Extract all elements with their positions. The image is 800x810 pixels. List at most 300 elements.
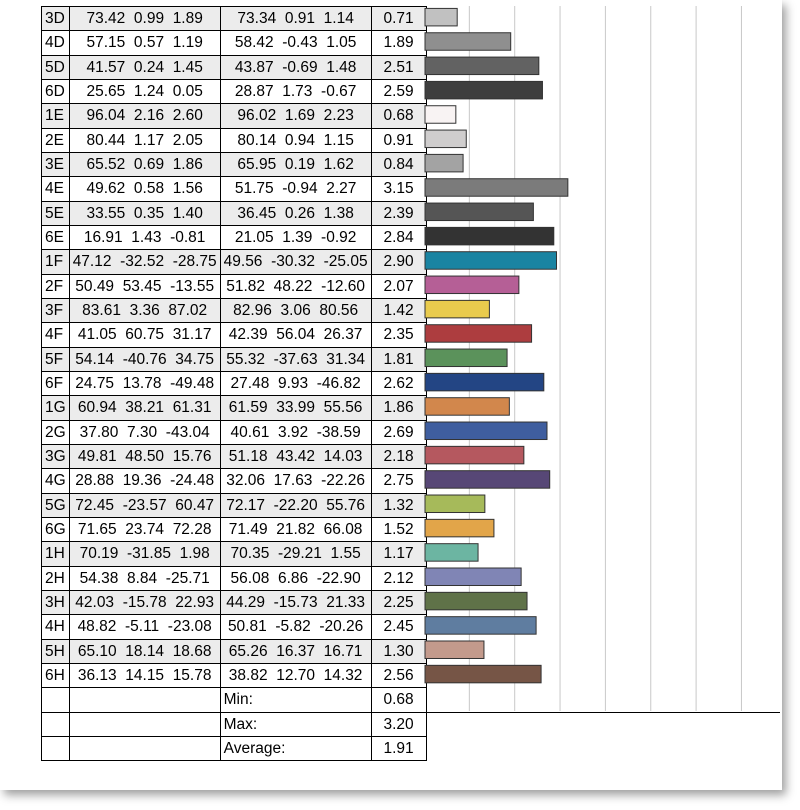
- delta-e-bar-6h: [425, 665, 541, 683]
- delta-e-cell: 2.75: [371, 469, 426, 493]
- delta-e-cell: 0.71: [371, 7, 426, 31]
- ref-a-value: 1.24: [133, 83, 165, 101]
- ref-l-value: 80.44: [86, 131, 126, 149]
- reference-lab-cell: [69, 590, 220, 614]
- delta-e-cell: 0.84: [371, 152, 426, 176]
- table-row: [42, 639, 427, 663]
- delta-e-cell: 2.25: [371, 590, 426, 614]
- measured-lab-cell: [220, 420, 371, 444]
- measured-lab-cell: [220, 7, 371, 31]
- meas-b-value: 21.33: [326, 594, 366, 612]
- measured-lab-cell: [220, 469, 371, 493]
- patch-id-cell: 4E: [42, 177, 70, 201]
- ref-a-value: 0.58: [133, 180, 165, 198]
- meas-a-value: -5.82: [275, 618, 311, 636]
- ref-b-value: 61.31: [172, 399, 212, 417]
- measured-lab-cell: [220, 323, 371, 347]
- table-row: [42, 274, 427, 298]
- ref-b-value: -23.08: [167, 618, 212, 636]
- ref-a-value: 0.24: [133, 58, 165, 76]
- meas-a-value: -15.73: [273, 594, 318, 612]
- reference-lab-cell: [69, 517, 220, 541]
- table-row: [42, 79, 427, 103]
- delta-e-bar-4e: [425, 179, 568, 197]
- measured-lab-cell: [220, 177, 371, 201]
- meas-b-value: 14.03: [323, 448, 363, 466]
- meas-a-value: 0.19: [284, 156, 316, 174]
- meas-a-value: 16.37: [276, 642, 316, 660]
- summary-row: [42, 688, 427, 712]
- meas-a-value: 1.39: [282, 229, 313, 247]
- delta-e-cell: 2.62: [371, 371, 426, 395]
- meas-a-value: 0.94: [284, 131, 316, 149]
- delta-e-cell: 1.86: [371, 396, 426, 420]
- patch-id-cell: 5F: [42, 347, 70, 371]
- table-row: [42, 7, 427, 31]
- ref-b-value: 72.28: [172, 521, 212, 539]
- patch-id-cell: 5H: [42, 639, 70, 663]
- meas-l-value: 65.26: [228, 642, 268, 660]
- reference-lab-cell: [69, 542, 220, 566]
- meas-b-value: 1.14: [323, 10, 354, 28]
- meas-a-value: 3.92: [277, 423, 309, 441]
- ref-a-value: -23.57: [122, 496, 167, 514]
- delta-e-bar-1h: [425, 544, 478, 562]
- delta-e-bar-3f: [425, 300, 489, 318]
- meas-a-value: 48.22: [273, 277, 313, 295]
- meas-a-value: -22.20: [273, 496, 318, 514]
- delta-e-bar-2h: [425, 568, 521, 586]
- reference-lab-cell: [69, 274, 220, 298]
- meas-l-value: 72.17: [226, 496, 266, 514]
- meas-b-value: 1.48: [326, 58, 357, 76]
- reference-lab-cell: [69, 104, 220, 128]
- table-row: [42, 444, 427, 468]
- meas-b-value: 26.37: [323, 326, 363, 344]
- table-row: [42, 104, 427, 128]
- delta-e-bar-4d: [425, 33, 511, 51]
- meas-a-value: -0.43: [282, 34, 318, 52]
- delta-e-cell: 1.30: [371, 639, 426, 663]
- meas-l-value: 44.29: [226, 594, 266, 612]
- delta-e-cell: 1.17: [371, 542, 426, 566]
- delta-e-bar-3g: [425, 446, 524, 464]
- delta-e-cell: 1.89: [371, 31, 426, 55]
- ref-a-value: 18.14: [125, 642, 165, 660]
- delta-e-bar-2e: [425, 130, 466, 148]
- ref-a-value: 0.69: [133, 156, 165, 174]
- meas-a-value: 17.63: [273, 472, 313, 490]
- meas-l-value: 49.56: [223, 253, 263, 271]
- patch-id-cell: 1H: [42, 542, 70, 566]
- ref-l-value: 47.12: [72, 253, 112, 271]
- reference-lab-cell: [69, 177, 220, 201]
- ref-l-value: 25.65: [86, 83, 126, 101]
- measured-lab-cell: [220, 104, 371, 128]
- meas-l-value: 51.75: [234, 180, 274, 198]
- patch-id-cell: 4F: [42, 323, 70, 347]
- patch-id-cell: 4D: [42, 31, 70, 55]
- ref-a-value: 2.16: [133, 107, 165, 125]
- patch-id-cell: 6D: [42, 79, 70, 103]
- table-row: [42, 590, 427, 614]
- meas-l-value: 80.14: [237, 131, 277, 149]
- ref-l-value: 41.57: [86, 58, 126, 76]
- ref-l-value: 65.52: [86, 156, 126, 174]
- measured-lab-cell: [220, 31, 371, 55]
- delta-e-cell: 0.91: [371, 128, 426, 152]
- reference-lab-cell: [69, 31, 220, 55]
- ref-a-value: 13.78: [122, 375, 162, 393]
- meas-a-value: 33.99: [276, 399, 316, 417]
- table-row: [42, 663, 427, 687]
- ref-a-value: 38.21: [125, 399, 165, 417]
- delta-e-bar-3h: [425, 592, 527, 610]
- measured-lab-cell: [220, 79, 371, 103]
- ref-b-value: 34.75: [175, 350, 215, 368]
- delta-e-cell: 2.18: [371, 444, 426, 468]
- meas-b-value: 1.15: [323, 131, 354, 149]
- ref-b-value: 18.68: [172, 642, 212, 660]
- delta-e-bar-1g: [425, 398, 509, 416]
- measured-lab-cell: [220, 493, 371, 517]
- patch-id-cell: 6F: [42, 371, 70, 395]
- summary-value-cell: 1.91: [371, 736, 426, 760]
- meas-l-value: 51.18: [228, 448, 268, 466]
- ref-l-value: 42.03: [75, 594, 115, 612]
- measured-lab-cell: [220, 347, 371, 371]
- reference-lab-cell: [69, 323, 220, 347]
- meas-l-value: 70.35: [230, 545, 270, 563]
- delta-e-cell: 2.07: [371, 274, 426, 298]
- meas-l-value: 51.82: [226, 277, 266, 295]
- ref-a-value: -40.76: [122, 350, 167, 368]
- ref-l-value: 41.05: [77, 326, 117, 344]
- measured-lab-cell: [220, 274, 371, 298]
- patch-id-cell: 3G: [42, 444, 70, 468]
- summary-label-cell: Min:: [220, 688, 371, 712]
- summary-blank-cell: [42, 712, 70, 736]
- ref-l-value: 33.55: [86, 204, 126, 222]
- ref-b-value: 2.60: [172, 107, 203, 125]
- ref-a-value: 7.30: [127, 423, 158, 441]
- ref-a-value: 0.35: [133, 204, 165, 222]
- table-row: [42, 55, 427, 79]
- delta-e-bar-5h: [425, 641, 484, 659]
- measured-lab-cell: [220, 55, 371, 79]
- reference-lab-cell: [69, 225, 220, 249]
- meas-b-value: -25.05: [323, 253, 368, 271]
- meas-b-value: -46.82: [316, 375, 361, 393]
- meas-l-value: 96.02: [237, 107, 277, 125]
- meas-l-value: 71.49: [228, 521, 268, 539]
- patch-id-cell: 3D: [42, 7, 70, 31]
- ref-a-value: 23.74: [125, 521, 165, 539]
- meas-l-value: 56.08: [230, 569, 270, 587]
- ref-a-value: -31.85: [127, 545, 171, 563]
- reference-lab-cell: [69, 55, 220, 79]
- delta-e-bar-6g: [425, 519, 494, 537]
- meas-l-value: 27.48: [230, 375, 270, 393]
- measured-lab-cell: [220, 517, 371, 541]
- summary-blank-cell: [42, 736, 70, 760]
- meas-b-value: -20.26: [319, 618, 364, 636]
- summary-row: [42, 736, 427, 760]
- meas-a-value: 0.26: [284, 204, 316, 222]
- table-row: [42, 128, 427, 152]
- meas-b-value: 14.32: [323, 667, 363, 685]
- table-row: [42, 347, 427, 371]
- delta-e-bar-5g: [425, 495, 485, 513]
- meas-l-value: 50.81: [227, 618, 267, 636]
- reference-lab-cell: [69, 79, 220, 103]
- delta-e-cell: 1.32: [371, 493, 426, 517]
- delta-e-cell: 2.39: [371, 201, 426, 225]
- meas-l-value: 43.87: [234, 58, 274, 76]
- delta-e-bar-chart: [424, 6, 780, 711]
- measured-lab-cell: [220, 542, 371, 566]
- ref-b-value: 87.02: [168, 302, 208, 320]
- meas-b-value: -22.26: [321, 472, 366, 490]
- meas-l-value: 58.42: [234, 34, 274, 52]
- ref-b-value: 1.19: [172, 34, 203, 52]
- ref-b-value: 22.93: [175, 594, 215, 612]
- patch-id-cell: 2E: [42, 128, 70, 152]
- ref-a-value: 60.75: [125, 326, 165, 344]
- delta-e-cell: 2.69: [371, 420, 426, 444]
- ref-b-value: 1.56: [172, 180, 203, 198]
- delta-e-bar-3d: [425, 8, 457, 26]
- ref-a-value: 19.36: [122, 472, 162, 490]
- ref-a-value: 0.57: [133, 34, 165, 52]
- meas-b-value: -22.90: [316, 569, 361, 587]
- ref-b-value: 1.40: [172, 204, 203, 222]
- ref-b-value: 1.89: [172, 10, 203, 28]
- patch-id-cell: 4H: [42, 615, 70, 639]
- delta-e-bar-6d: [425, 81, 542, 99]
- table-row: [42, 152, 427, 176]
- ref-a-value: 1.17: [133, 131, 165, 149]
- delta-e-bar-4f: [425, 325, 532, 343]
- measured-lab-cell: [220, 444, 371, 468]
- summary-label-cell: Max:: [220, 712, 371, 736]
- meas-b-value: -0.67: [321, 83, 357, 101]
- delta-e-cell: 1.52: [371, 517, 426, 541]
- summary-label-cell: Average:: [220, 736, 371, 760]
- patch-id-cell: 6H: [42, 663, 70, 687]
- table-row: [42, 542, 427, 566]
- ref-l-value: 57.15: [86, 34, 126, 52]
- ref-a-value: 0.99: [133, 10, 165, 28]
- color-accuracy-table: [41, 6, 427, 761]
- delta-e-bar-3e: [425, 154, 463, 172]
- measured-lab-cell: [220, 566, 371, 590]
- reference-lab-cell: [69, 639, 220, 663]
- measured-lab-cell: [220, 250, 371, 274]
- meas-l-value: 55.32: [226, 350, 266, 368]
- meas-b-value: 1.05: [326, 34, 357, 52]
- delta-e-cell: 2.59: [371, 79, 426, 103]
- table-row: [42, 469, 427, 493]
- meas-b-value: 1.55: [330, 545, 361, 563]
- ref-l-value: 54.38: [79, 569, 119, 587]
- meas-a-value: 6.86: [277, 569, 309, 587]
- reference-lab-cell: [69, 493, 220, 517]
- meas-l-value: 42.39: [228, 326, 268, 344]
- reference-lab-cell: [69, 347, 220, 371]
- reference-lab-cell: [69, 663, 220, 687]
- patch-id-cell: 4G: [42, 469, 70, 493]
- delta-e-cell: 2.35: [371, 323, 426, 347]
- meas-b-value: -38.59: [316, 423, 361, 441]
- measured-lab-cell: [220, 396, 371, 420]
- ref-l-value: 37.80: [79, 423, 119, 441]
- reference-lab-cell: [69, 469, 220, 493]
- delta-e-cell: 2.84: [371, 225, 426, 249]
- meas-l-value: 65.95: [237, 156, 277, 174]
- summary-value-cell: 0.68: [371, 688, 426, 712]
- summary-row: [42, 712, 427, 736]
- ref-l-value: 49.81: [77, 448, 117, 466]
- summary-blank-cell: [42, 688, 70, 712]
- delta-e-cell: 1.81: [371, 347, 426, 371]
- delta-e-cell: 2.45: [371, 615, 426, 639]
- patch-id-cell: 1G: [42, 396, 70, 420]
- patch-id-cell: 2H: [42, 566, 70, 590]
- ref-b-value: 1.98: [179, 545, 210, 563]
- measured-lab-cell: [220, 152, 371, 176]
- ref-b-value: 60.47: [175, 496, 215, 514]
- ref-l-value: 70.19: [79, 545, 119, 563]
- meas-a-value: 12.70: [276, 667, 316, 685]
- ref-a-value: -5.11: [124, 618, 160, 636]
- measured-lab-cell: [220, 663, 371, 687]
- measured-lab-cell: [220, 201, 371, 225]
- ref-l-value: 48.82: [77, 618, 117, 636]
- ref-a-value: 48.50: [125, 448, 165, 466]
- ref-b-value: -25.71: [165, 569, 210, 587]
- measured-lab-cell: [220, 371, 371, 395]
- ref-a-value: -32.52: [120, 253, 165, 271]
- patch-id-cell: 2F: [42, 274, 70, 298]
- ref-a-value: 14.15: [125, 667, 165, 685]
- ref-l-value: 54.14: [75, 350, 115, 368]
- table-row: [42, 31, 427, 55]
- ref-b-value: 31.17: [172, 326, 212, 344]
- ref-l-value: 71.65: [77, 521, 117, 539]
- table-row: [42, 177, 427, 201]
- table-row: [42, 615, 427, 639]
- meas-l-value: 36.45: [237, 204, 277, 222]
- meas-l-value: 32.06: [226, 472, 266, 490]
- ref-a-value: 1.43: [131, 229, 162, 247]
- reference-lab-cell: [69, 250, 220, 274]
- meas-a-value: 0.91: [284, 10, 316, 28]
- ref-b-value: 1.86: [172, 156, 203, 174]
- ref-b-value: -13.55: [170, 277, 215, 295]
- meas-b-value: 1.38: [323, 204, 354, 222]
- table-row: [42, 298, 427, 322]
- patch-id-cell: 2G: [42, 420, 70, 444]
- ref-l-value: 72.45: [75, 496, 115, 514]
- ref-l-value: 96.04: [86, 107, 126, 125]
- ref-b-value: -43.04: [165, 423, 210, 441]
- patch-id-cell: 3E: [42, 152, 70, 176]
- ref-a-value: -15.78: [122, 594, 167, 612]
- delta-e-bar-4h: [425, 617, 536, 635]
- measured-lab-cell: [220, 639, 371, 663]
- table-row: [42, 323, 427, 347]
- delta-e-cell: 2.51: [371, 55, 426, 79]
- meas-b-value: 1.62: [323, 156, 354, 174]
- ref-l-value: 73.42: [86, 10, 126, 28]
- measured-lab-cell: [220, 298, 371, 322]
- ref-a-value: 53.45: [122, 277, 162, 295]
- delta-e-bar-2g: [425, 422, 547, 440]
- meas-a-value: -0.69: [282, 58, 318, 76]
- measured-lab-cell: [220, 615, 371, 639]
- meas-b-value: -12.60: [321, 277, 366, 295]
- summary-value-cell: 3.20: [371, 712, 426, 736]
- ref-l-value: 16.91: [83, 229, 123, 247]
- meas-b-value: 66.08: [323, 521, 363, 539]
- meas-b-value: 31.34: [326, 350, 366, 368]
- delta-e-cell: 2.90: [371, 250, 426, 274]
- reference-lab-cell: [69, 298, 220, 322]
- patch-id-cell: 3F: [42, 298, 70, 322]
- meas-a-value: -30.32: [271, 253, 316, 271]
- ref-b-value: 15.76: [172, 448, 212, 466]
- reference-lab-cell: [69, 201, 220, 225]
- reference-lab-cell: [69, 444, 220, 468]
- ref-b-value: 2.05: [172, 131, 203, 149]
- reference-lab-cell: [69, 7, 220, 31]
- ref-l-value: 36.13: [77, 667, 117, 685]
- meas-a-value: -37.63: [273, 350, 318, 368]
- meas-a-value: 21.82: [276, 521, 316, 539]
- meas-a-value: 1.73: [282, 83, 313, 101]
- ref-b-value: 1.45: [172, 58, 203, 76]
- chart-bottom-line: [424, 712, 780, 713]
- reference-lab-cell: [69, 566, 220, 590]
- table-row: [42, 493, 427, 517]
- delta-e-bar-6f: [425, 373, 544, 391]
- delta-e-bar-6e: [425, 227, 554, 245]
- meas-b-value: 55.56: [323, 399, 363, 417]
- meas-b-value: -0.92: [321, 229, 357, 247]
- meas-l-value: 28.87: [234, 83, 274, 101]
- reference-lab-cell: [69, 128, 220, 152]
- table-row: [42, 371, 427, 395]
- ref-l-value: 83.61: [82, 302, 121, 320]
- ref-b-value: -0.81: [170, 229, 206, 247]
- meas-l-value: 82.96: [233, 302, 272, 320]
- meas-a-value: 56.04: [276, 326, 316, 344]
- ref-l-value: 49.62: [86, 180, 126, 198]
- ref-b-value: 15.78: [172, 667, 212, 685]
- meas-a-value: 3.06: [280, 302, 311, 320]
- summary-blank-cell: [69, 736, 220, 760]
- table-row: [42, 250, 427, 274]
- ref-l-value: 50.49: [75, 277, 115, 295]
- patch-id-cell: 6E: [42, 225, 70, 249]
- patch-id-cell: 3H: [42, 590, 70, 614]
- measured-lab-cell: [220, 225, 371, 249]
- ref-a-value: 8.84: [127, 569, 158, 587]
- delta-e-cell: 3.15: [371, 177, 426, 201]
- delta-e-bar-1f: [425, 252, 557, 270]
- delta-e-cell: 2.12: [371, 566, 426, 590]
